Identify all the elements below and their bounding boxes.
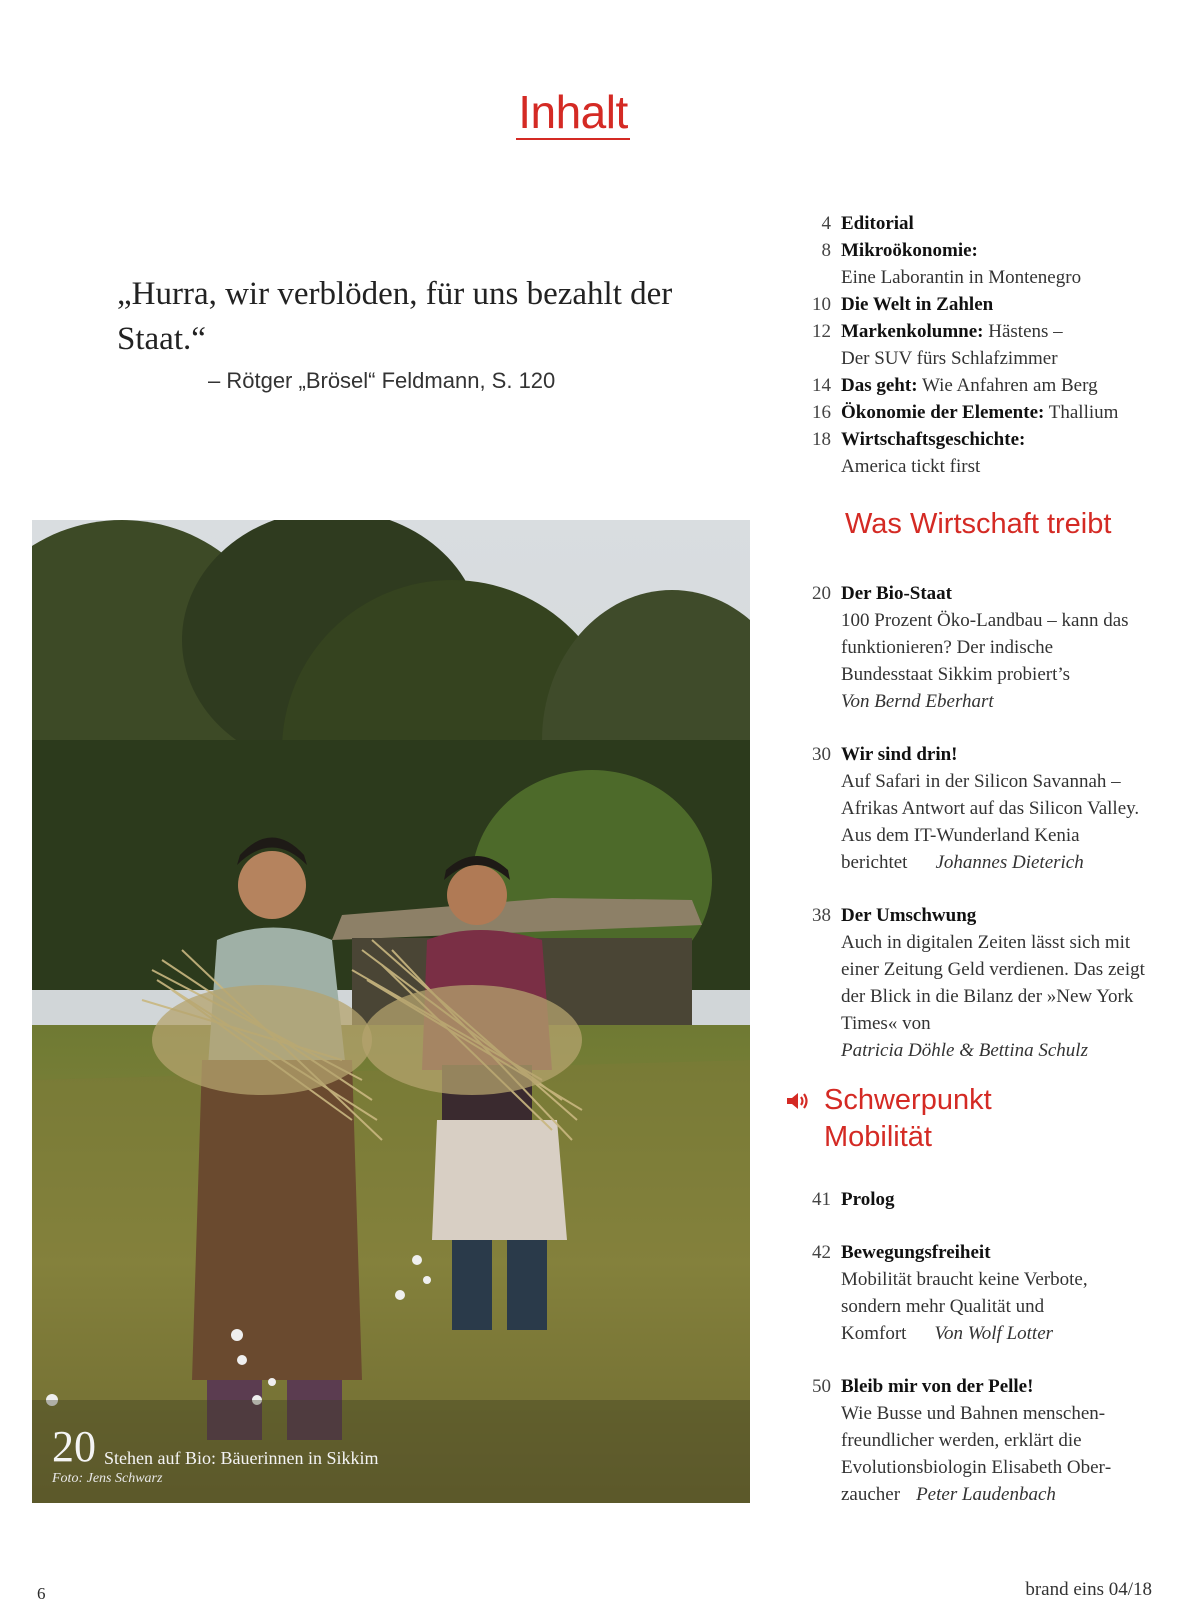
- toc-title: Ökonomie der Elemente:: [841, 402, 1045, 423]
- toc-teaser: 100 Prozent Öko-Landbau – kann das funktionieren? Der indische Bundesstaat Sikkim probiert’s: [841, 610, 1129, 685]
- toc-title: Prolog: [841, 1189, 895, 1210]
- toc-page: 50: [812, 1376, 831, 1397]
- toc-page: 4: [821, 213, 831, 234]
- toc-entry[interactable]: [786, 580, 1146, 715]
- toc-entry[interactable]: [786, 372, 1146, 399]
- toc-title: Wir sind drin!: [841, 744, 958, 765]
- toc-subtitle: Eine Laborantin in Montenegro: [841, 267, 1082, 288]
- toc-page: 30: [812, 744, 831, 765]
- photo-illustration: [32, 520, 750, 1503]
- toc-page: 41: [812, 1189, 831, 1210]
- toc-title: Markenkolumne:: [841, 321, 984, 342]
- section1-list: [786, 580, 1146, 1090]
- toc-teaser: Mobilität braucht keine Verbote, sondern mehr Qualität und Komfort: [841, 1269, 1088, 1344]
- toc-entry[interactable]: [786, 1373, 1146, 1508]
- caption-text: Stehen auf Bio: Bäuerinnen in Sikkim: [104, 1448, 379, 1468]
- issue-label: brand eins 04/18: [1025, 1579, 1152, 1600]
- page-title: Inhalt: [518, 86, 628, 138]
- toc-page: 16: [812, 402, 831, 423]
- toc-entry[interactable]: [786, 1239, 1146, 1347]
- quote-attribution: – Rötger „Brösel“ Feldmann, S. 120: [208, 368, 556, 393]
- section-header-mobilitaet: [786, 1082, 992, 1156]
- toc-subtitle: Thallium: [1048, 402, 1119, 423]
- toc-page: 10: [812, 294, 831, 315]
- toc-title: Wirtschaftsgeschichte:: [841, 429, 1026, 450]
- photo-caption: [52, 1422, 379, 1487]
- toc-entry[interactable]: [786, 1186, 1146, 1213]
- section2-list: [786, 1186, 1146, 1534]
- section-title-wirtschaft: Was Wirtschaft treibt: [845, 508, 1112, 540]
- toc-entry[interactable]: [786, 237, 1146, 291]
- quote-text: „Hurra, wir verblöden, für uns bezahlt der Staat.“: [117, 276, 673, 357]
- feature-photo[interactable]: [32, 520, 750, 1503]
- toc-title: Der Bio-Staat: [841, 583, 952, 604]
- toc-page: 8: [821, 240, 831, 261]
- toc-entry[interactable]: [786, 399, 1146, 426]
- toc-teaser: Wie Busse und Bahnen menschenfreundlicher werden, erklärt die Evolutionsbiologin Elisabeth Oberzaucher: [841, 1403, 1112, 1505]
- toc-front-list: [786, 210, 1146, 480]
- toc-teaser: Auch in digitalen Zeiten lässt sich mit einer Zeitung Geld verdienen. Das zeigt der Blick in die Bilanz der »New York Times« von: [841, 932, 1145, 1034]
- toc-title: Die Welt in Zahlen: [841, 294, 994, 315]
- toc-page: 18: [812, 429, 831, 450]
- toc-author: Von Bernd Eberhart: [841, 691, 994, 712]
- toc-author: Peter Laudenbach: [916, 1484, 1056, 1505]
- toc-page: 12: [812, 321, 831, 342]
- toc-subtitle: Wie Anfahren am Berg: [921, 375, 1098, 396]
- toc-entry[interactable]: [786, 210, 1146, 237]
- toc-entry[interactable]: [786, 902, 1146, 1064]
- toc-page: 42: [812, 1242, 831, 1263]
- toc-page: 14: [812, 375, 831, 396]
- toc-entry[interactable]: [786, 741, 1146, 876]
- toc-entry[interactable]: [786, 291, 1146, 318]
- toc-entry[interactable]: [786, 426, 1146, 480]
- toc-author: Patricia Döhle & Bettina Schulz: [841, 1040, 1088, 1061]
- speaker-icon: [786, 1082, 818, 1156]
- caption-page: 20: [52, 1422, 96, 1471]
- toc-title: Das geht:: [841, 375, 918, 396]
- pull-quote: [117, 272, 677, 394]
- photo-credit: Foto: Jens Schwarz: [52, 1471, 163, 1486]
- toc-title: Editorial: [841, 213, 914, 234]
- section-title-schwerpunkt: Schwerpunkt Mobilität: [824, 1084, 992, 1153]
- toc-title: Mikroökonomie:: [841, 240, 978, 261]
- toc-subtitle: America tickt first: [841, 456, 981, 477]
- toc-page: 38: [812, 905, 831, 926]
- page-number: 6: [37, 1584, 46, 1603]
- toc-page: 20: [812, 583, 831, 604]
- toc-author: Johannes Dieterich: [935, 852, 1084, 873]
- toc-author: Von Wolf Lotter: [934, 1323, 1054, 1344]
- toc-title: Bleib mir von der Pelle!: [841, 1376, 1034, 1397]
- toc-subtitle: Hästens – Der SUV fürs Schlafzimmer: [841, 321, 1063, 369]
- toc-teaser: Auf Safari in der Silicon Savannah – Afrikas Antwort auf das Silicon Valley. Aus dem IT-Wunderland Kenia berichtet: [841, 771, 1140, 873]
- toc-title: Bewegungsfreiheit: [841, 1242, 991, 1263]
- toc-title: Der Umschwung: [841, 905, 977, 926]
- toc-entry[interactable]: [786, 318, 1146, 372]
